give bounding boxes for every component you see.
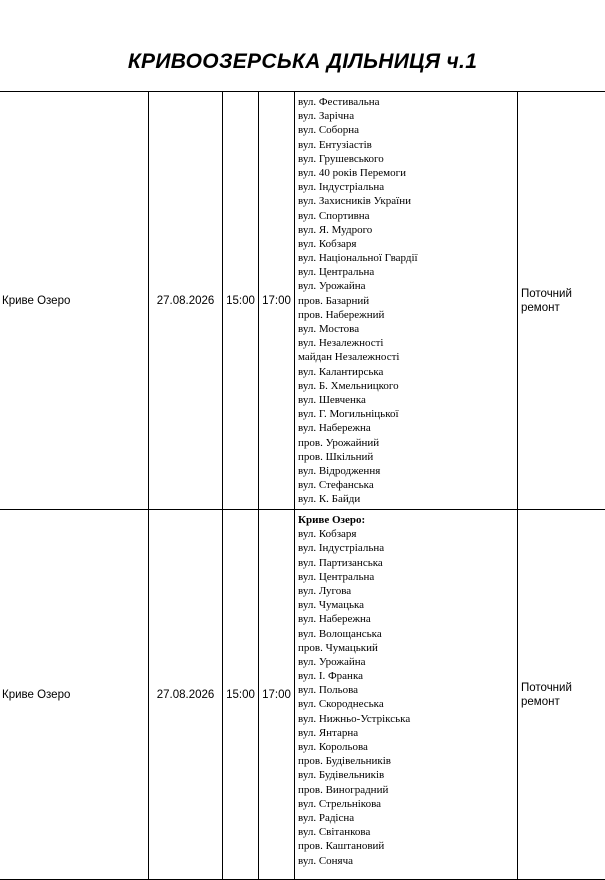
street-item: вул. Центральна [298,265,517,279]
street-item: вул. Індустріальна [298,180,517,194]
street-item: вул. Світанкова [298,825,517,839]
street-item: вул. Зарічна [298,109,517,123]
street-item: вул. Б. Хмельницкого [298,379,517,393]
street-item: майдан Незалежності [298,350,517,364]
street-list-header: Криве Озеро: [298,513,517,527]
street-item: вул. Набережна [298,421,517,435]
street-item: вул. Скороднеська [298,697,517,711]
work-type-line: ремонт [521,695,605,709]
street-item: вул. Індустріальна [298,541,517,555]
street-item: вул. Корольова [298,740,517,754]
work-type-cell [518,510,605,880]
street-item: вул. Стрельнікова [298,797,517,811]
street-item: вул. Нижньо-Устрікська [298,712,517,726]
street-list [295,92,517,506]
street-item: вул. Лугова [298,584,517,598]
time-to-cell: 17:00 [259,510,295,880]
street-item: вул. Калантирська [298,365,517,379]
street-item: вул. Національної Гвардії [298,251,517,265]
locality-cell: Криве Озеро [0,92,149,510]
time-to-cell: 17:00 [259,92,295,510]
page-title: КРИВООЗЕРСЬКА ДІЛЬНИЦЯ ч.1 [0,50,605,74]
street-item: вул. Кобзаря [298,237,517,251]
street-item: вул. Янтарна [298,726,517,740]
street-item: пров. Урожайний [298,436,517,450]
street-item: вул. Кобзаря [298,527,517,541]
street-item: вул. Шевченка [298,393,517,407]
street-item: вул. Урожайна [298,655,517,669]
street-item: вул. Фестивальна [298,95,517,109]
street-item: пров. Будівельників [298,754,517,768]
table-row [0,92,605,510]
street-item: пров. Набережний [298,308,517,322]
street-item: вул. Радісна [298,811,517,825]
street-item: вул. Урожайна [298,279,517,293]
street-item: пров. Шкільний [298,450,517,464]
street-item: вул. Партизанська [298,556,517,570]
date-cell: 27.08.2026 [149,92,223,510]
outage-schedule-table [0,91,605,880]
street-item: вул. Я. Мудрого [298,223,517,237]
street-item: пров. Каштановий [298,839,517,853]
work-type-line: Поточний [521,287,605,301]
time-from-cell: 15:00 [223,92,259,510]
street-item: вул. Набережна [298,612,517,626]
street-item: вул. Спортивна [298,209,517,223]
work-type-line: ремонт [521,301,605,315]
street-item: вул. Відродження [298,464,517,478]
street-item: вул. Центральна [298,570,517,584]
streets-cell [295,510,518,880]
street-item: вул. К. Байди [298,492,517,506]
street-item: вул. Соняча [298,854,517,868]
street-item: вул. Г. Могильніцької [298,407,517,421]
table-row [0,510,605,880]
street-item: вул. Мостова [298,322,517,336]
work-type-line: Поточний [521,681,605,695]
street-item: вул. Чумацька [298,598,517,612]
work-type-cell [518,92,605,510]
street-list [295,510,517,868]
street-item: пров. Базарний [298,294,517,308]
street-item: вул. Польова [298,683,517,697]
street-item: вул. Стефанська [298,478,517,492]
street-item: вул. Будівельників [298,768,517,782]
street-item: вул. Волощанська [298,627,517,641]
street-item: вул. Захисників України [298,194,517,208]
street-item: вул. І. Франка [298,669,517,683]
streets-cell [295,92,518,510]
street-item: вул. Соборна [298,123,517,137]
locality-cell: Криве Озеро [0,510,149,880]
street-item: вул. Ентузіастів [298,138,517,152]
street-item: пров. Чумацький [298,641,517,655]
time-from-cell: 15:00 [223,510,259,880]
street-item: вул. Незалежності [298,336,517,350]
street-item: пров. Виноградний [298,783,517,797]
street-item: вул. 40 років Перемоги [298,166,517,180]
date-cell: 27.08.2026 [149,510,223,880]
street-item: вул. Грушевського [298,152,517,166]
